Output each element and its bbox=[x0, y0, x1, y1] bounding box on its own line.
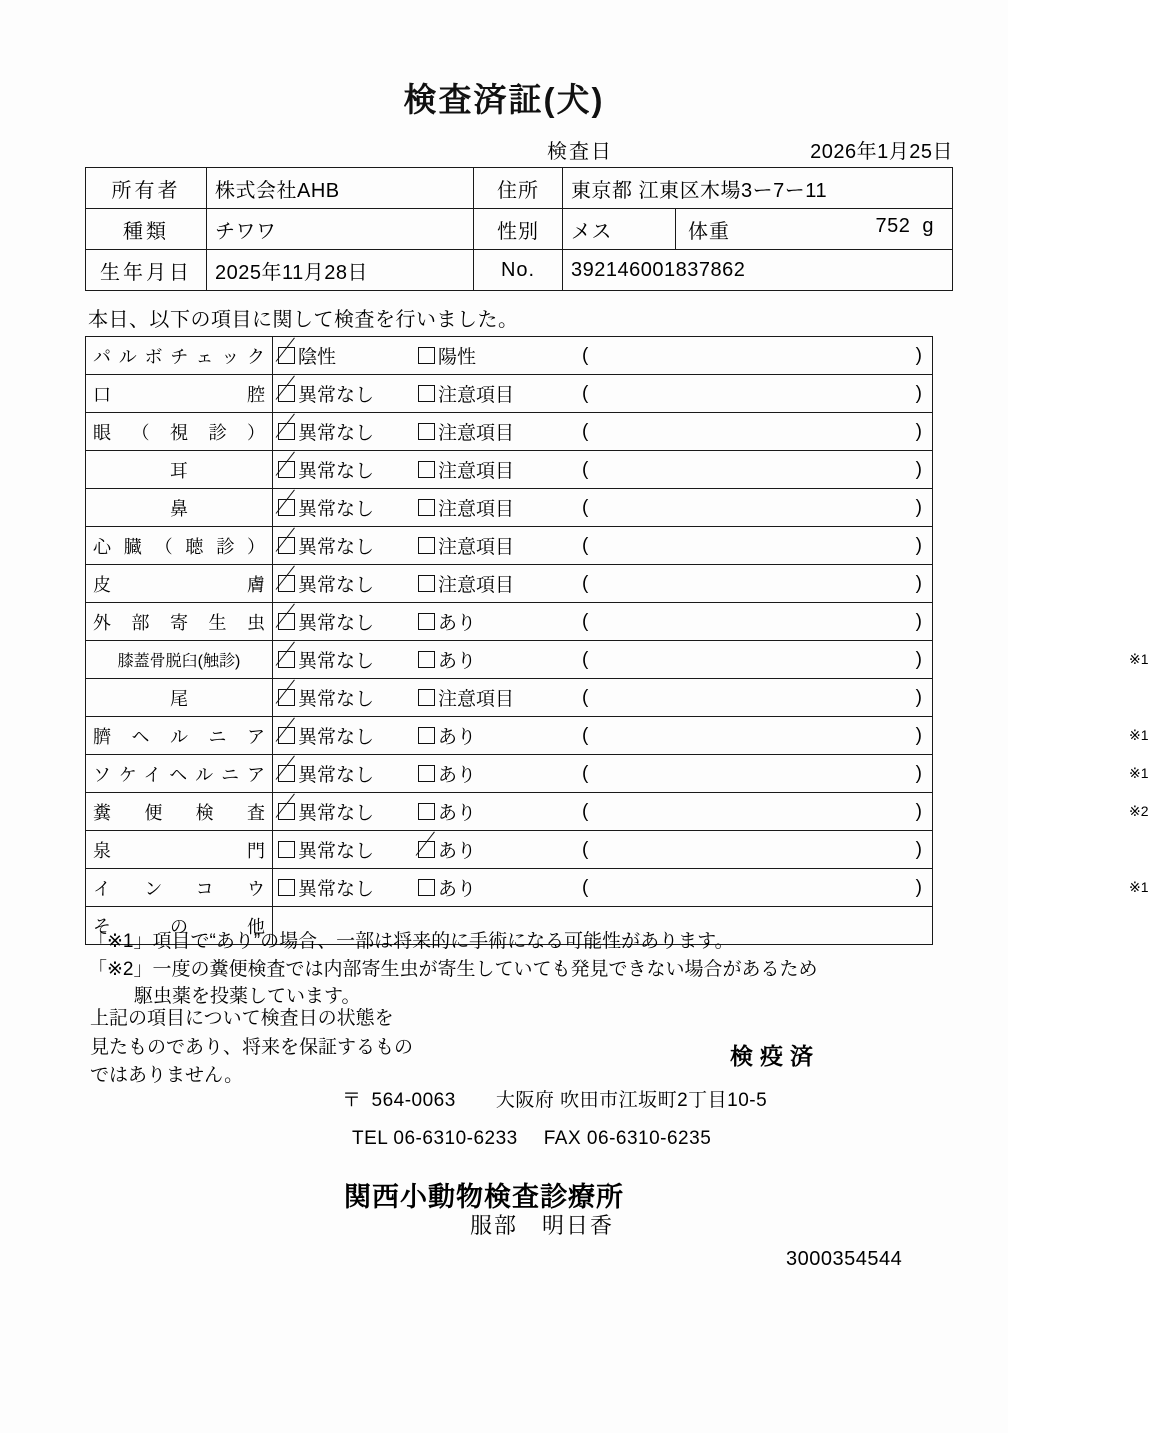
remark-paren-open: ( bbox=[582, 458, 589, 480]
clinic-address-line bbox=[342, 1085, 767, 1112]
weight-label: 体重 bbox=[688, 220, 730, 243]
checklist-item-options bbox=[273, 793, 1149, 831]
checkbox-icon[interactable] bbox=[418, 537, 435, 554]
checklist-item-options bbox=[273, 603, 933, 641]
checklist-row bbox=[86, 451, 933, 489]
remark-paren-close: ) bbox=[915, 610, 922, 632]
checklist-option-2[interactable] bbox=[418, 874, 578, 901]
checklist-item-label: 心臓（聴診） bbox=[86, 527, 273, 565]
clinic-name: 関西小動物検査診療所 bbox=[344, 1182, 624, 1212]
checkbox-checked-icon[interactable] bbox=[278, 385, 295, 402]
birthdate-label: 生年月日 bbox=[86, 250, 207, 291]
disclaimer-line-1: 上記の項目について検査日の状態を bbox=[90, 1008, 394, 1029]
remark-paren-close: ) bbox=[915, 762, 922, 784]
table-row-breed bbox=[86, 209, 953, 250]
checkbox-icon[interactable] bbox=[418, 499, 435, 516]
checklist-option-2[interactable] bbox=[418, 798, 578, 825]
checklist-item-options bbox=[273, 565, 933, 603]
checklist-option-2[interactable] bbox=[418, 532, 578, 559]
checkbox-icon[interactable] bbox=[418, 765, 435, 782]
checklist-option-2-label: 注意項目 bbox=[438, 385, 515, 406]
checkbox-checked-icon[interactable] bbox=[278, 651, 295, 668]
checklist-item-label: 皮膚 bbox=[86, 565, 273, 603]
number-value: 392146001837862 bbox=[563, 250, 953, 291]
remark-paren-close: ) bbox=[915, 458, 922, 480]
checklist-option-1-label: 異常なし bbox=[298, 879, 375, 900]
checklist-item-options bbox=[273, 413, 933, 451]
checklist-option-2[interactable] bbox=[418, 570, 578, 597]
checklist-option-1[interactable] bbox=[278, 342, 418, 369]
remark-paren-open: ( bbox=[582, 344, 589, 366]
checkbox-checked-icon[interactable] bbox=[278, 575, 295, 592]
table-row-owner bbox=[86, 168, 953, 209]
checklist-row bbox=[86, 869, 933, 907]
remark-paren-close: ) bbox=[915, 876, 922, 898]
footnote-marker: ※2 bbox=[1129, 803, 1149, 819]
checklist-option-2[interactable] bbox=[418, 494, 578, 521]
checkbox-icon[interactable] bbox=[278, 841, 295, 858]
checklist-item-options bbox=[273, 831, 933, 869]
checklist-row bbox=[86, 793, 933, 831]
page-title: 検査済証(犬) bbox=[403, 81, 605, 118]
checklist-row bbox=[86, 679, 933, 717]
checkbox-icon[interactable] bbox=[418, 727, 435, 744]
checklist-option-2[interactable] bbox=[418, 418, 578, 445]
checkbox-icon[interactable] bbox=[278, 879, 295, 896]
checklist-item-options bbox=[273, 755, 1149, 793]
checklist-option-1[interactable] bbox=[278, 760, 418, 787]
checkbox-checked-icon[interactable] bbox=[278, 423, 295, 440]
disclaimer-line-2: 見たものであり、将来を保証するもの bbox=[90, 1036, 414, 1058]
remark-paren-open: ( bbox=[582, 648, 589, 670]
checklist-item-label: 臍ヘルニア bbox=[86, 717, 273, 755]
remark-paren-open: ( bbox=[582, 876, 589, 898]
remark-paren-close: ) bbox=[915, 534, 922, 556]
checklist-item-options bbox=[273, 641, 1149, 679]
checklist-item-label: パルボチェック bbox=[86, 337, 273, 375]
checkbox-checked-icon[interactable] bbox=[278, 803, 295, 820]
checkbox-checked-icon[interactable] bbox=[418, 841, 435, 858]
checklist-option-1-label: 異常なし bbox=[298, 385, 375, 406]
checklist-item-options bbox=[273, 679, 933, 717]
checklist-row bbox=[86, 603, 933, 641]
checkbox-icon[interactable] bbox=[418, 575, 435, 592]
document-id: 3000354544 bbox=[786, 1248, 903, 1270]
exam-date-label: 検査日 bbox=[547, 141, 613, 163]
checklist-option-1[interactable] bbox=[278, 380, 418, 407]
clinic-tel: TEL 06-6310-6233 bbox=[352, 1128, 518, 1149]
sex-label: 性別 bbox=[474, 209, 563, 250]
weight-cell bbox=[676, 209, 953, 250]
birthdate-value: 2025年11月28日 bbox=[207, 250, 474, 291]
checkbox-icon[interactable] bbox=[418, 651, 435, 668]
checklist-item-label: 口腔 bbox=[86, 375, 273, 413]
checklist-item-options bbox=[273, 375, 933, 413]
checklist-option-2[interactable] bbox=[418, 342, 578, 369]
checklist-option-1-label: 陰性 bbox=[298, 347, 337, 368]
checklist-option-2-label: あり bbox=[438, 727, 477, 748]
checklist-row bbox=[86, 375, 933, 413]
breed-label: 種類 bbox=[86, 209, 207, 250]
footnote-2: 「※2」一度の糞便検査では内部寄生虫が寄生していても発見できない場合があるため bbox=[88, 958, 818, 980]
checkbox-icon[interactable] bbox=[418, 803, 435, 820]
remark-paren-close: ) bbox=[915, 382, 922, 404]
animal-info-table bbox=[85, 167, 953, 291]
checklist-item-label: 鼻 bbox=[86, 489, 273, 527]
checklist-row bbox=[86, 755, 933, 793]
exam-date-value: 2026年1月25日 bbox=[810, 141, 953, 163]
checklist-row bbox=[86, 413, 933, 451]
checklist-option-2[interactable] bbox=[418, 760, 578, 787]
checklist-item-label: 糞便検査 bbox=[86, 793, 273, 831]
checklist-option-1[interactable] bbox=[278, 456, 418, 483]
remark-paren-open: ( bbox=[582, 762, 589, 784]
checklist-row bbox=[86, 641, 933, 679]
checklist-item-options bbox=[273, 451, 933, 489]
checkbox-icon[interactable] bbox=[418, 689, 435, 706]
checklist-item-label: 眼（視診） bbox=[86, 413, 273, 451]
checklist-option-1-label: 異常なし bbox=[298, 841, 375, 862]
checklist-option-1-label: 異常なし bbox=[298, 803, 375, 824]
checkbox-checked-icon[interactable] bbox=[278, 461, 295, 478]
checklist-item-options bbox=[273, 717, 1149, 755]
checklist-item-label: 膝蓋骨脱臼(触診) bbox=[86, 641, 273, 679]
remark-paren-close: ) bbox=[915, 838, 922, 860]
checklist-row bbox=[86, 717, 933, 755]
checklist-option-1[interactable] bbox=[278, 874, 418, 901]
remark-paren-open: ( bbox=[582, 496, 589, 518]
checkbox-checked-icon[interactable] bbox=[278, 765, 295, 782]
inspection-checklist bbox=[85, 336, 1149, 945]
number-label: No. bbox=[474, 250, 563, 291]
checklist-option-2[interactable] bbox=[418, 722, 578, 749]
checkbox-icon[interactable] bbox=[418, 613, 435, 630]
footnote-1: 「※1」項目で“あり”の場合、一部は将来的に手術になる可能性があります。 bbox=[88, 931, 734, 952]
checkbox-icon[interactable] bbox=[418, 347, 435, 364]
checklist-item-label: その他 bbox=[86, 907, 273, 945]
remark-paren-close: ) bbox=[915, 344, 922, 366]
checklist-option-2-label: あり bbox=[438, 879, 477, 900]
checklist-item-label: 外部寄生虫 bbox=[86, 603, 273, 641]
footnote-marker: ※1 bbox=[1129, 651, 1149, 667]
checklist-option-2-label: あり bbox=[438, 765, 477, 786]
remark-paren-open: ( bbox=[582, 724, 589, 746]
checklist-option-2-label: 注意項目 bbox=[438, 499, 515, 520]
checklist-item-options bbox=[273, 527, 933, 565]
footnote-2-continued: 駆虫薬を投薬しています。 bbox=[134, 986, 361, 1008]
clinic-zip: 564-0063 bbox=[371, 1090, 456, 1111]
veterinarian-name: 服部 明日香 bbox=[470, 1213, 615, 1238]
checklist-option-1-label: 異常なし bbox=[298, 423, 375, 444]
checklist-option-2-label: 注意項目 bbox=[438, 575, 515, 596]
checklist-item-options bbox=[273, 869, 1149, 907]
checklist-row bbox=[86, 527, 933, 565]
quarantine-stamp: 検疫済 bbox=[730, 1043, 820, 1069]
checkbox-checked-icon[interactable] bbox=[278, 347, 295, 364]
remark-paren-open: ( bbox=[582, 610, 589, 632]
checklist-option-2[interactable] bbox=[418, 836, 578, 863]
remark-paren-open: ( bbox=[582, 534, 589, 556]
checklist-option-2-label: あり bbox=[438, 803, 477, 824]
breed-value: チワワ bbox=[207, 209, 474, 250]
checkbox-icon[interactable] bbox=[418, 385, 435, 402]
footnote-marker: ※1 bbox=[1129, 727, 1149, 743]
checklist-option-2[interactable] bbox=[418, 608, 578, 635]
remark-paren-open: ( bbox=[582, 800, 589, 822]
remark-paren-open: ( bbox=[582, 382, 589, 404]
remark-paren-open: ( bbox=[582, 686, 589, 708]
checklist-option-2-label: 注意項目 bbox=[438, 461, 515, 482]
owner-value: 株式会社AHB bbox=[207, 168, 474, 209]
checklist-option-2[interactable] bbox=[418, 380, 578, 407]
checklist-option-1[interactable] bbox=[278, 684, 418, 711]
checkbox-checked-icon[interactable] bbox=[278, 537, 295, 554]
checklist-option-1[interactable] bbox=[278, 722, 418, 749]
disclaimer-line-3: ではありません。 bbox=[90, 1065, 244, 1086]
remark-paren-open: ( bbox=[582, 420, 589, 442]
remark-paren-close: ) bbox=[915, 724, 922, 746]
address-value: 東京都 江東区木場3ー7ー11 bbox=[563, 168, 953, 209]
checklist-option-2-label: あり bbox=[438, 613, 477, 634]
weight-unit: g bbox=[922, 214, 934, 237]
checklist-option-1[interactable] bbox=[278, 418, 418, 445]
clinic-contact-line bbox=[352, 1128, 711, 1150]
remark-paren-close: ) bbox=[915, 648, 922, 670]
checklist-option-2-label: 陽性 bbox=[438, 347, 477, 368]
checklist-item-options bbox=[273, 489, 933, 527]
disclaimer bbox=[90, 1005, 413, 1091]
checklist-option-1[interactable] bbox=[278, 646, 418, 673]
table-row-birthdate bbox=[86, 250, 953, 291]
checkbox-icon[interactable] bbox=[418, 461, 435, 478]
checklist-option-2[interactable] bbox=[418, 456, 578, 483]
clinic-address: 大阪府 吹田市江坂町2丁目10-5 bbox=[495, 1090, 768, 1111]
checkbox-icon[interactable] bbox=[418, 423, 435, 440]
checklist-option-1[interactable] bbox=[278, 532, 418, 559]
checklist-item-options bbox=[273, 337, 933, 375]
checklist-option-1-label: 異常なし bbox=[298, 461, 375, 482]
checklist-row bbox=[86, 337, 933, 375]
checkbox-checked-icon[interactable] bbox=[278, 689, 295, 706]
checklist-row bbox=[86, 489, 933, 527]
checklist-option-2[interactable] bbox=[418, 646, 578, 673]
checklist-option-1[interactable] bbox=[278, 570, 418, 597]
checklist-row bbox=[86, 565, 933, 603]
checkbox-checked-icon[interactable] bbox=[278, 613, 295, 630]
checklist-option-1-label: 異常なし bbox=[298, 651, 375, 672]
checklist-option-1-label: 異常なし bbox=[298, 575, 375, 596]
address-label: 住所 bbox=[474, 168, 563, 209]
remark-paren-open: ( bbox=[582, 572, 589, 594]
checklist-item-label: ソケイヘルニア bbox=[86, 755, 273, 793]
checkbox-checked-icon[interactable] bbox=[278, 727, 295, 744]
checklist-row bbox=[86, 831, 933, 869]
checklist-option-1[interactable] bbox=[278, 494, 418, 521]
checklist-option-2-label: 注意項目 bbox=[438, 537, 515, 558]
checklist-item-label: 泉門 bbox=[86, 831, 273, 869]
remark-paren-close: ) bbox=[915, 420, 922, 442]
checklist-option-1[interactable] bbox=[278, 836, 418, 863]
clinic-fax: FAX 06-6310-6235 bbox=[543, 1128, 712, 1149]
weight-value: 752 bbox=[875, 214, 911, 237]
checkbox-checked-icon[interactable] bbox=[278, 499, 295, 516]
footnotes bbox=[88, 928, 818, 1011]
footnote-marker: ※1 bbox=[1129, 879, 1149, 895]
checklist-option-1-label: 異常なし bbox=[298, 727, 375, 748]
remark-paren-close: ) bbox=[915, 496, 922, 518]
checklist-item-label: インコウ bbox=[86, 869, 273, 907]
checklist-option-1-label: 異常なし bbox=[298, 689, 375, 710]
checklist-option-2-label: 注意項目 bbox=[438, 689, 515, 710]
remark-paren-close: ) bbox=[915, 572, 922, 594]
checklist-option-1-label: 異常なし bbox=[298, 499, 375, 520]
footnote-marker: ※1 bbox=[1129, 765, 1149, 781]
sex-value: メス bbox=[563, 209, 676, 250]
checklist-option-2-label: あり bbox=[438, 651, 477, 672]
checklist-option-2-label: あり bbox=[438, 841, 477, 862]
owner-label: 所有者 bbox=[86, 168, 207, 209]
checklist-option-1[interactable] bbox=[278, 608, 418, 635]
checklist-option-1-label: 異常なし bbox=[298, 537, 375, 558]
checklist-option-1[interactable] bbox=[278, 798, 418, 825]
remark-paren-close: ) bbox=[915, 686, 922, 708]
checklist-option-2-label: 注意項目 bbox=[438, 423, 515, 444]
checklist-item-label: 尾 bbox=[86, 679, 273, 717]
remark-paren-open: ( bbox=[582, 838, 589, 860]
checklist-item-label: 耳 bbox=[86, 451, 273, 489]
checklist-option-1-label: 異常なし bbox=[298, 765, 375, 786]
exam-date-row bbox=[85, 136, 953, 164]
postal-mark-icon: 〒 bbox=[342, 1090, 362, 1111]
checkbox-icon[interactable] bbox=[418, 879, 435, 896]
intro-sentence: 本日、以下の項目に関して検査を行いました。 bbox=[88, 309, 519, 331]
remark-paren-close: ) bbox=[915, 800, 922, 822]
checklist-option-2[interactable] bbox=[418, 684, 578, 711]
checklist-option-1-label: 異常なし bbox=[298, 613, 375, 634]
